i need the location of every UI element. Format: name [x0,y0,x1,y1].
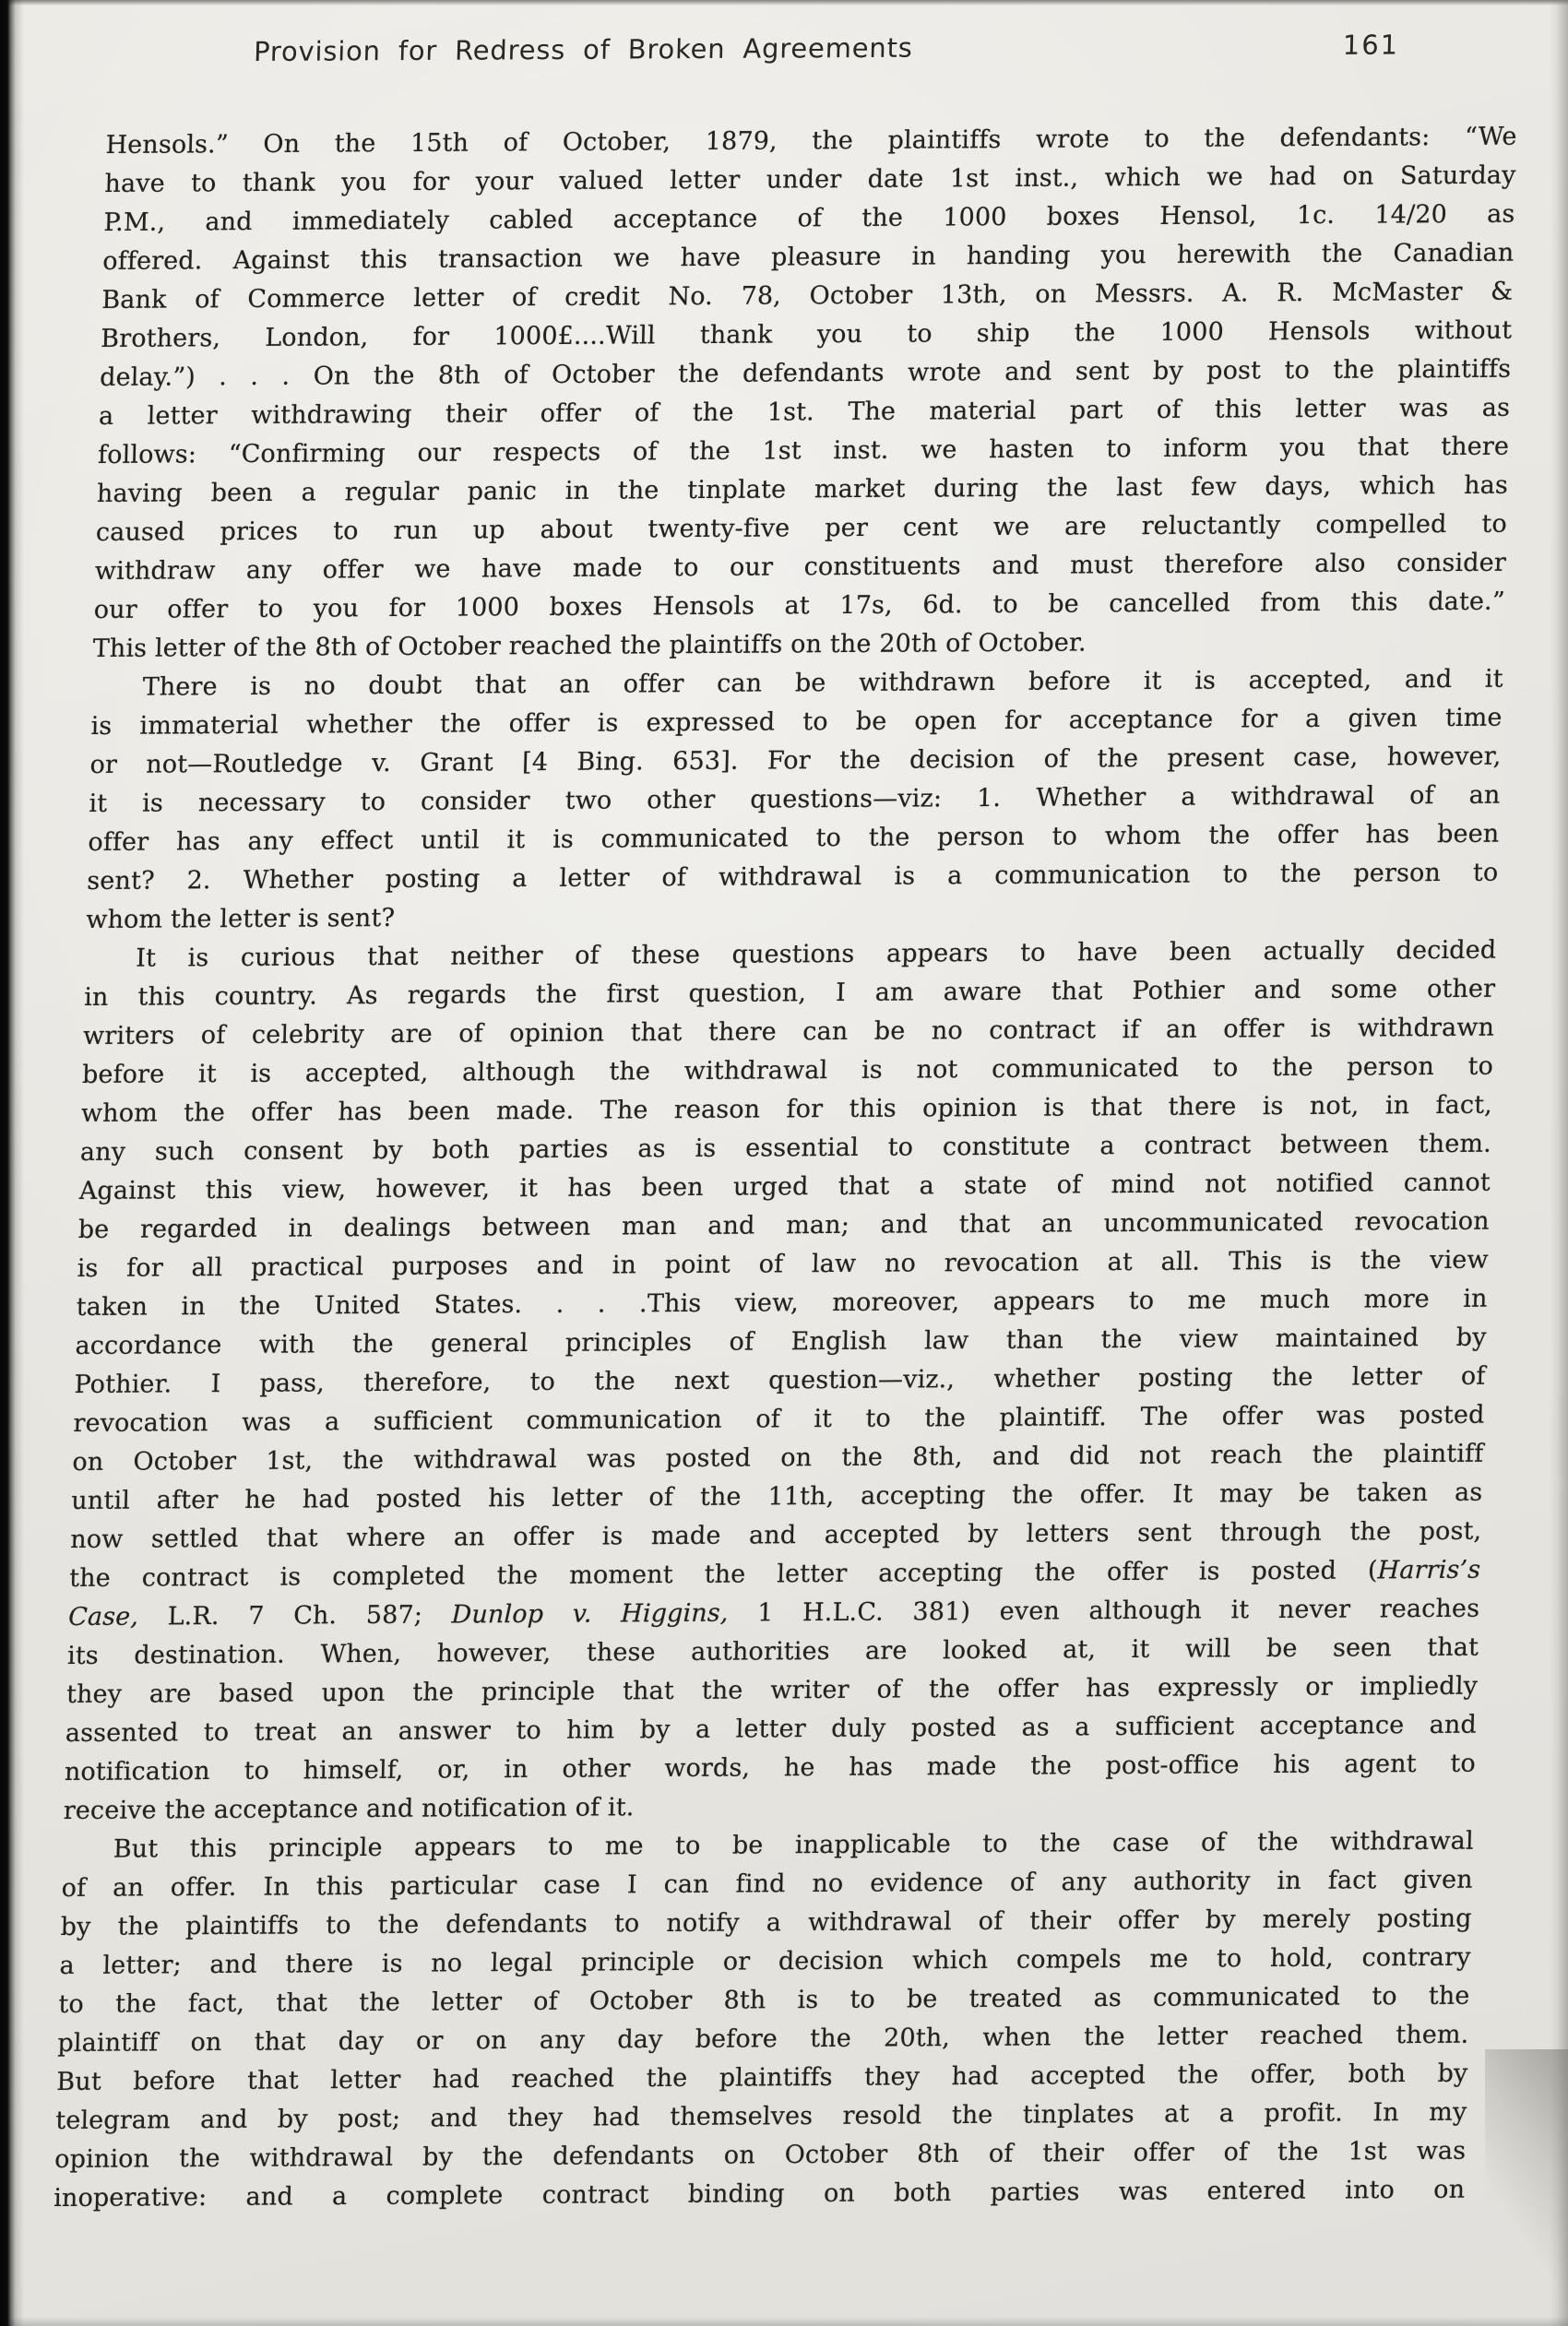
text-block [53,118,1517,2218]
text-line: by the plaintiffs to the defendants to notify a withdrawal of their offer by merely posting [60,1904,1473,1941]
text-line: any such consent by both parties as is essential to constitute a contract between them. [79,1129,1492,1167]
text-line: telegram and by post; and they had themselves resold the tinplates at a profit. In my [54,2097,1467,2135]
text-line: writers of celebrity are of opinion that there can be no contract if an offer is withdrawn [82,1013,1495,1050]
text-line: whom the letter is sent? [85,903,396,934]
text-line: There is no doubt that an offer can be withdrawn before it is accepted, and it [142,664,1504,702]
text-line: Case, L.R. 7 Ch. 587; Dunlop v. Higgins, 1 H.L.C. 381) even although it never reaches [67,1594,1480,1632]
text-line: delay.”) . . . On the 8th of October the defendants wrote and sent by post to the plaintiffs [99,354,1512,392]
text-line: It is curious that neither of these questions appears to have been actually decided [135,935,1497,973]
text-line: P.M., and immediately cabled acceptance of the 1000 boxes Hensol, 1c. 14/20 as [103,199,1515,237]
paragraph [86,660,1503,940]
paragraph [92,118,1517,669]
text-line: taken in the United States. . . .This view, moreover, appears to me much more in [76,1284,1489,1322]
text-line: plaintiff on that day or on any day before the 20th, when the letter reached them. [57,2020,1469,2058]
text-line: our offer to you for 1000 boxes Hensols at 17s, 6d. to be cancelled from this date.” [93,587,1506,624]
text-line: a letter withdrawing their offer of the 1st. The material part of this letter was as [98,393,1511,431]
text-line: Against this view, however, it has been urged that a state of mind not notified cannot [78,1168,1491,1205]
text-line: caused prices to run up about twenty-five per cent we are reluctantly compelled to [95,509,1508,547]
text-line: This letter of the 8th of October reached the plaintiffs on the 20th of October. [92,628,1087,663]
text-line: have to thank you for your valued letter under date 1st inst., which we had on Saturday [104,160,1516,198]
text-line: is for all practical purposes and in point of law no revocation at all. This is the view [77,1245,1490,1283]
text-line: opinion the withdrawal by the defendants on October 8th of their offer of the 1st was [53,2136,1467,2174]
text-line: now settled that where an offer is made and accepted by letters sent through the post, [69,1516,1482,1554]
text-line: Pothier. I pass, therefore, to the next question—viz., whether posting the letter of [74,1361,1486,1399]
text-line: on October 1st, the withdrawal was posted on the 8th, and did not reach the plaintiff [72,1439,1484,1477]
text-line: is immaterial whether the offer is expressed to be open for acceptance for a given time [90,703,1503,741]
text-line: or not—Routledge v. Grant [4 Bing. 653]. For the decision of the present case, however, [89,742,1502,779]
text-line: receive the acceptance and notification of it. [63,1793,635,1825]
text-line: revocation was a sufficient communication of it to the plaintiff. The offer was posted [73,1400,1485,1438]
text-line: follows: “Confirming our respects of the 1st inst. we hasten to inform you that there [97,432,1510,469]
scan-left-edge [0,0,24,2326]
text-line: withdraw any offer we have made to our constituents and must therefore also consider [94,548,1507,586]
text-line: But this principle appears to me to be inapplicable to the case of the withdrawal [113,1826,1475,1864]
page-header [108,29,1520,68]
text-line: inoperative: and a complete contract binding on both parties was entered into on [53,2175,1466,2213]
paragraph [53,1822,1475,2218]
text-line: its destination. When, however, these authorities are looked at, it will be seen that [66,1632,1479,1670]
text-line: a letter; and there is no legal principle or decision which compels me to hold, contrary [59,1942,1471,1980]
page-title: Provision for Redress of Broken Agreements [253,31,914,68]
text-line: to the fact, that the letter of October 8th is to be treated as communicated to the [58,1981,1470,2019]
text-line: sent? 2. Whether posting a letter of withdrawal is a communication to the person to [86,858,1499,896]
text-line: Brothers, London, for 1000£....Will thank you to ship the 1000 Hensols without [100,315,1513,353]
page-corner-shadow [1485,2049,1568,2326]
text-line: it is necessary to consider two other questions—viz: 1. Whether a withdrawal of an [89,780,1501,818]
text-line: whom the offer has been made. The reason for this opinion is that there is not, in fact, [80,1090,1493,1128]
text-line: assented to treat an answer to him by a letter duly posted as a sufficient acceptance and [65,1710,1478,1748]
text-line: But before that letter had reached the plaintiffs they had accepted the offer, both by [56,2059,1468,2096]
text-line: be regarded in dealings between man and man; and that an uncommunicated revocation [77,1206,1491,1244]
text-line: Hensols.” On the 15th of October, 1879, the plaintiffs wrote to the defendants: “We [105,122,1517,160]
text-line: offer has any effect until it is communicated to the person to whom the offer has been [88,819,1500,857]
page-right-edge-shadow [1550,0,1568,2326]
text-line: notification to himself, or, in other words, he has made the post-office his agent to [64,1749,1477,1786]
text-line: before it is accepted, although the withdrawal is not communicated to the person to [81,1051,1494,1089]
text-line: the contract is completed the moment the letter accepting the offer is posted (Harris’s [68,1555,1481,1593]
page-number: 161 [1342,29,1400,61]
text-line: they are based upon the principle that the writer of the offer has expressly or impliedly [65,1671,1479,1709]
scan-top-edge [0,0,1568,6]
text-line: in this country. As regards the first question, I am aware that Pothier and some other [83,974,1496,1012]
text-line: until after he had posted his letter of the 11th, accepting the offer. It may be taken as [70,1477,1483,1515]
text-line: Bank of Commerce letter of credit No. 78, October 13th, on Messrs. A. R. McMaster & [101,277,1514,314]
paragraph [63,932,1496,1831]
text-line: having been a regular panic in the tinplate market during the last few days, which has [96,470,1509,508]
page-bottom-edge-shadow [0,2317,1568,2326]
text-line: of an offer. In this particular case I can find no evidence of any authority in fact given [61,1865,1474,1903]
text-line: accordance with the general principles of English law than the view maintained by [75,1323,1487,1360]
text-line: offered. Against this transaction we have pleasure in handing you herewith the Canadian [101,238,1515,276]
